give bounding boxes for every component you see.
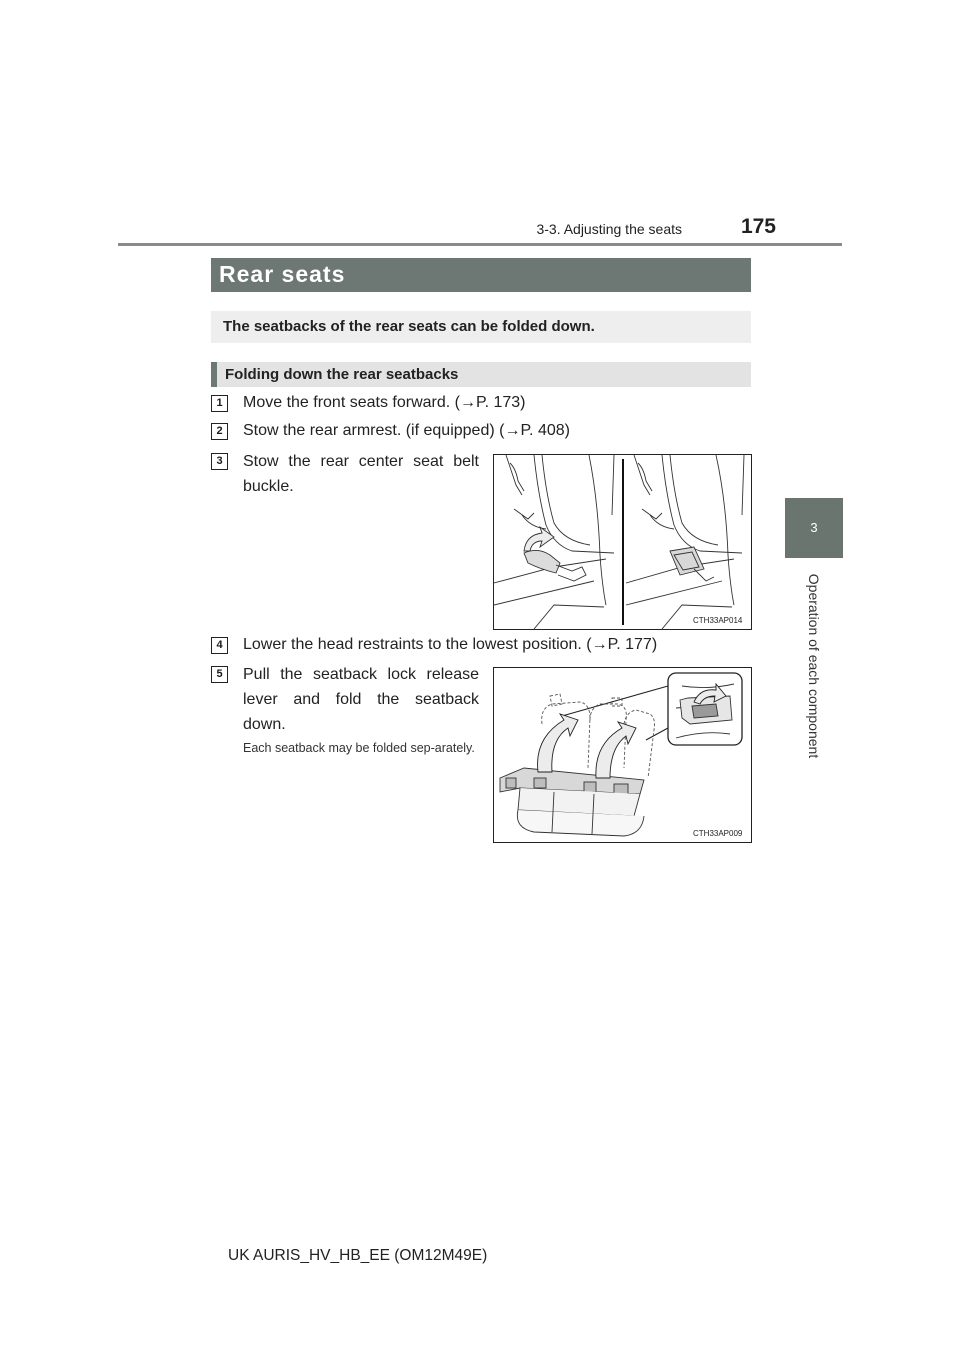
step-number-4: 4 [211, 637, 228, 654]
figure-seat-belt-buckle [493, 454, 752, 630]
fold-arrow-icon-left [538, 714, 578, 772]
chapter-title-vertical [785, 566, 843, 766]
fold-arrow-icon-right [596, 722, 636, 778]
section-title: Rear seats [219, 261, 346, 287]
step-text-2: Stow the rear armrest. (if equipped) (→P. 408) [243, 422, 570, 439]
subsection-bar [211, 362, 751, 387]
subsection-title: Folding down the rear seatbacks [225, 366, 459, 383]
header-divider [118, 243, 842, 246]
step-text-3: Stow the rear center seat belt buckle. [243, 453, 479, 495]
page-number: 175 [740, 215, 776, 238]
figure-code-2: CTH33AP009 [693, 829, 743, 838]
section-header: 3-3. Adjusting the seats [536, 221, 682, 237]
lead-box [211, 311, 751, 343]
step-number-3: 3 [211, 453, 228, 470]
subsection-accent [211, 362, 217, 387]
seat-belt-buckle-illustration [494, 455, 751, 629]
chapter-title: Operation of each component [806, 573, 822, 759]
rotate-arrow-icon [524, 527, 554, 551]
step-number-2: 2 [211, 423, 228, 440]
step-text-4: Lower the head restraints to the lowest position. (→P. 177) [243, 636, 658, 653]
document-footer: UK AURIS_HV_HB_EE (OM12M49E) [228, 1247, 488, 1264]
step-note-5: Each seatback may be folded sep-arately. [243, 741, 475, 755]
chapter-tab: 3 [785, 498, 843, 558]
step-text-1: Move the front seats forward. (→P. 173) [243, 394, 526, 411]
step-text-5: Pull the seatback lock release lever and fold the seatback down. [243, 666, 479, 733]
lead-text: The seatbacks of the rear seats can be folded down. [223, 318, 595, 335]
figure-code-1: CTH33AP014 [693, 616, 743, 625]
step-number-1: 1 [211, 395, 228, 412]
seatback-fold-illustration [494, 668, 751, 842]
figure-seatback-fold [493, 667, 752, 843]
section-title-bar [211, 258, 751, 292]
step-number-5: 5 [211, 666, 228, 683]
